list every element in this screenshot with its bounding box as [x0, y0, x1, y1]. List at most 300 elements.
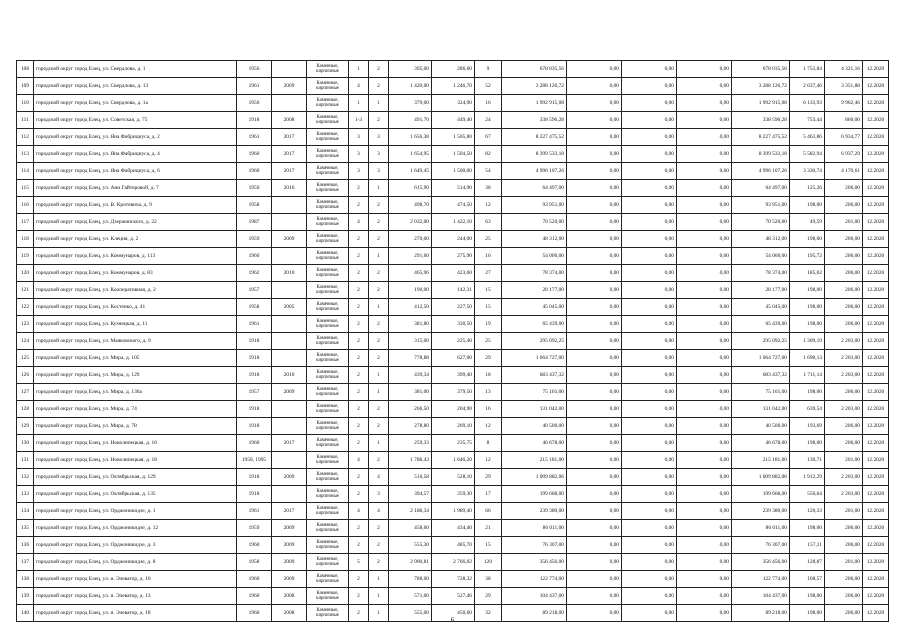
entrances-cell: 2: [369, 333, 389, 350]
fund-cost-cell: 0,00: [567, 469, 622, 486]
address-cell: городской округ город Елец, ул. Орджоникидзе, д. 12: [34, 520, 237, 537]
living-area-cell: 1 989,40: [432, 503, 475, 520]
residents-cell: 66: [475, 503, 502, 520]
fund-cost-cell: 0,00: [567, 435, 622, 452]
completion-date-cell: 12.2020: [863, 333, 889, 350]
owners-cost-cell: 75 101,00: [732, 384, 790, 401]
fund-cost-cell: 0,00: [567, 401, 622, 418]
year-built-cell: 1961: [237, 316, 272, 333]
fund-cost-cell: 0,00: [567, 78, 622, 95]
cost-per-sqm-cell: 198,00: [790, 520, 825, 537]
address-cell: городской округ город Елец, ул. Новолипецкая, д. 18: [34, 452, 237, 469]
residents-cell: 12: [475, 418, 502, 435]
year-renovated-cell: [272, 95, 307, 112]
floors-cell: 4: [349, 503, 369, 520]
fund-cost-cell: 0,00: [567, 299, 622, 316]
completion-date-cell: 12.2020: [863, 78, 889, 95]
fund-cost-cell: 0,00: [567, 146, 622, 163]
wall-material-cell: Каменные, кирпичные: [307, 333, 349, 350]
address-cell: городской округ город Елец, ул. Свердлова, д. 1а: [34, 95, 237, 112]
entrances-cell: 1: [369, 571, 389, 588]
budget-cost-cell: 0,00: [622, 520, 677, 537]
completion-date-cell: 12.2020: [863, 605, 889, 622]
year-built-cell: 1956: [237, 61, 272, 78]
fund-cost-cell: 0,00: [567, 197, 622, 214]
budget-cost-cell: 0,00: [622, 265, 677, 282]
entrances-cell: 2: [369, 231, 389, 248]
budget-cost-cell: 0,00: [622, 435, 677, 452]
total-area-cell: 778,88: [389, 350, 432, 367]
other-cost-cell: 0,00: [677, 435, 732, 452]
total-cost-cell: 295 092,25: [502, 333, 567, 350]
fund-cost-cell: 0,00: [567, 112, 622, 129]
address-cell: городской округ город Елец, ул. Яна Фабрициуса, д. 4: [34, 146, 237, 163]
wall-material-cell: Каменные, кирпичные: [307, 316, 349, 333]
other-cost-cell: 0,00: [677, 605, 732, 622]
year-renovated-cell: [272, 197, 307, 214]
completion-date-cell: 12.2020: [863, 571, 889, 588]
completion-date-cell: 12.2020: [863, 384, 889, 401]
entrances-cell: 3: [369, 486, 389, 503]
budget-cost-cell: 0,00: [622, 537, 677, 554]
owners-cost-cell: 86 011,00: [732, 520, 790, 537]
wall-material-cell: Каменные, кирпичные: [307, 571, 349, 588]
year-built-cell: 1960: [237, 163, 272, 180]
row-number-cell: 129: [17, 418, 34, 435]
residents-cell: 120: [475, 554, 502, 571]
entrances-cell: 2: [369, 520, 389, 537]
year-built-cell: 1918: [237, 112, 272, 129]
max-cost-per-sqm-cell: 6 937,29: [825, 146, 863, 163]
living-area-cell: 227,50: [432, 299, 475, 316]
other-cost-cell: 0,00: [677, 418, 732, 435]
total-area-cell: 1 788,43: [389, 452, 432, 469]
other-cost-cell: 0,00: [677, 95, 732, 112]
year-built-cell: 1961: [237, 129, 272, 146]
entrances-cell: 3: [369, 146, 389, 163]
other-cost-cell: 0,00: [677, 503, 732, 520]
address-cell: городской округ город Елец, ул. Советская, д. 75: [34, 112, 237, 129]
row-number-cell: 114: [17, 163, 34, 180]
budget-cost-cell: 0,00: [622, 282, 677, 299]
residents-cell: 25: [475, 231, 502, 248]
residents-cell: 29: [475, 588, 502, 605]
budget-cost-cell: 0,00: [622, 231, 677, 248]
budget-cost-cell: 0,00: [622, 248, 677, 265]
entrances-cell: 1: [369, 588, 389, 605]
living-area-cell: 1 500,00: [432, 163, 475, 180]
address-cell: городской округ город Елец, ул. и. Элеватор, д. 10: [34, 571, 237, 588]
living-area-cell: 275,90: [432, 248, 475, 265]
living-area-cell: 627,00: [432, 350, 475, 367]
completion-date-cell: 12.2020: [863, 469, 889, 486]
year-built-cell: 1960: [237, 537, 272, 554]
housing-register-table: [16, 60, 889, 622]
total-cost-cell: 4 996 107,26: [502, 163, 567, 180]
total-cost-cell: 239 380,00: [502, 503, 567, 520]
year-built-cell: 1961: [237, 78, 272, 95]
table-row: [17, 146, 889, 163]
floors-cell: 2: [349, 435, 369, 452]
owners-cost-cell: 683 437,32: [732, 367, 790, 384]
residents-cell: 38: [475, 180, 502, 197]
max-cost-per-sqm-cell: 206,00: [825, 384, 863, 401]
living-area-cell: 423,60: [432, 265, 475, 282]
address-cell: городской округ город Елец, ул. и. Элеватор, д. 18: [34, 605, 237, 622]
living-area-cell: 142,31: [432, 282, 475, 299]
budget-cost-cell: 0,00: [622, 503, 677, 520]
residents-cell: 27: [475, 265, 502, 282]
cost-per-sqm-cell: 639,54: [790, 401, 825, 418]
owners-cost-cell: 46 678,00: [732, 435, 790, 452]
residents-cell: 52: [475, 78, 502, 95]
owners-cost-cell: 1 009 882,06: [732, 469, 790, 486]
row-number-cell: 120: [17, 265, 34, 282]
total-area-cell: 412,50: [389, 299, 432, 316]
floors-cell: 2: [349, 248, 369, 265]
other-cost-cell: 0,00: [677, 333, 732, 350]
budget-cost-cell: 0,00: [622, 418, 677, 435]
total-cost-cell: 65 439,00: [502, 316, 567, 333]
cost-per-sqm-cell: 198,00: [790, 299, 825, 316]
total-area-cell: 1 654,95: [389, 146, 432, 163]
max-cost-per-sqm-cell: 206,00: [825, 299, 863, 316]
floors-cell: 2: [349, 605, 369, 622]
max-cost-per-sqm-cell: 2 203,00: [825, 350, 863, 367]
row-number-cell: 139: [17, 588, 34, 605]
total-area-cell: 315,00: [389, 333, 432, 350]
total-area-cell: 395,00: [389, 61, 432, 78]
year-renovated-cell: 2017: [272, 129, 307, 146]
year-renovated-cell: [272, 316, 307, 333]
table-row: [17, 571, 889, 588]
year-built-cell: 1962: [237, 265, 272, 282]
wall-material-cell: Каменные, кирпичные: [307, 282, 349, 299]
row-number-cell: 109: [17, 78, 34, 95]
completion-date-cell: 12.2020: [863, 61, 889, 78]
residents-cell: 12: [475, 452, 502, 469]
year-renovated-cell: 2009: [272, 231, 307, 248]
total-area-cell: 615,90: [389, 180, 432, 197]
total-cost-cell: 122 774,00: [502, 571, 567, 588]
residents-cell: 54: [475, 163, 502, 180]
entrances-cell: 2: [369, 537, 389, 554]
address-cell: городской округ город Елец, ул. Октябрьская, д. 135: [34, 486, 237, 503]
entrances-cell: 4: [369, 503, 389, 520]
year-renovated-cell: 2017: [272, 146, 307, 163]
floors-cell: 2: [349, 367, 369, 384]
year-built-cell: 1950: [237, 180, 272, 197]
max-cost-per-sqm-cell: 2 203,00: [825, 401, 863, 418]
completion-date-cell: 12.2020: [863, 231, 889, 248]
living-area-cell: 485,70: [432, 537, 475, 554]
address-cell: городской округ город Елец, ул. Яна Фабрициуса, д. 6: [34, 163, 237, 180]
max-cost-per-sqm-cell: 206,00: [825, 180, 863, 197]
wall-material-cell: Каменные, кирпичные: [307, 486, 349, 503]
wall-material-cell: Каменные, кирпичные: [307, 418, 349, 435]
living-area-cell: 449,40: [432, 112, 475, 129]
floors-cell: 2: [349, 537, 369, 554]
living-area-cell: 209,10: [432, 418, 475, 435]
year-renovated-cell: [272, 61, 307, 78]
fund-cost-cell: 0,00: [567, 554, 622, 571]
living-area-cell: 2 766,02: [432, 554, 475, 571]
total-cost-cell: 48 312,00: [502, 231, 567, 248]
cost-per-sqm-cell: 198,00: [790, 316, 825, 333]
wall-material-cell: Каменные, кирпичные: [307, 401, 349, 418]
cost-per-sqm-cell: 556,64: [790, 486, 825, 503]
total-cost-cell: 40 500,00: [502, 418, 567, 435]
wall-material-cell: Каменные, кирпичные: [307, 384, 349, 401]
row-number-cell: 108: [17, 61, 34, 78]
year-renovated-cell: 2016: [272, 180, 307, 197]
residents-cell: 32: [475, 605, 502, 622]
wall-material-cell: Каменные, кирпичные: [307, 435, 349, 452]
year-built-cell: 1918: [237, 367, 272, 384]
other-cost-cell: 0,00: [677, 163, 732, 180]
other-cost-cell: 0,00: [677, 452, 732, 469]
other-cost-cell: 0,00: [677, 265, 732, 282]
budget-cost-cell: 0,00: [622, 571, 677, 588]
total-cost-cell: 1 992 915,08: [502, 95, 567, 112]
completion-date-cell: 12.2020: [863, 588, 889, 605]
address-cell: городской округ город Елец, ул. и. Элеватор, д. 13: [34, 588, 237, 605]
living-area-cell: 474,50: [432, 197, 475, 214]
total-area-cell: 2 032,00: [389, 214, 432, 231]
budget-cost-cell: 0,00: [622, 146, 677, 163]
fund-cost-cell: 0,00: [567, 520, 622, 537]
address-cell: городской округ город Елец, ул. В. Кротевича, д. 9: [34, 197, 237, 214]
year-built-cell: 1959: [237, 520, 272, 537]
total-area-cell: 259,33: [389, 435, 432, 452]
year-built-cell: 1987: [237, 214, 272, 231]
budget-cost-cell: 0,00: [622, 401, 677, 418]
fund-cost-cell: 0,00: [567, 588, 622, 605]
other-cost-cell: 0,00: [677, 129, 732, 146]
living-area-cell: 527,46: [432, 588, 475, 605]
max-cost-per-sqm-cell: 206,00: [825, 435, 863, 452]
other-cost-cell: 0,00: [677, 588, 732, 605]
other-cost-cell: 0,00: [677, 112, 732, 129]
other-cost-cell: 0,00: [677, 197, 732, 214]
year-built-cell: 1960: [237, 588, 272, 605]
living-area-cell: 1 422,10: [432, 214, 475, 231]
floors-cell: 2: [349, 333, 369, 350]
row-number-cell: 133: [17, 486, 34, 503]
total-cost-cell: 78 374,00: [502, 265, 567, 282]
other-cost-cell: 0,00: [677, 180, 732, 197]
row-number-cell: 124: [17, 333, 34, 350]
owners-cost-cell: 356 456,00: [732, 554, 790, 571]
cost-per-sqm-cell: 198,00: [790, 605, 825, 622]
other-cost-cell: 0,00: [677, 61, 732, 78]
residents-cell: 9: [475, 61, 502, 78]
year-renovated-cell: 2017: [272, 435, 307, 452]
cost-per-sqm-cell: 1 698,13: [790, 350, 825, 367]
completion-date-cell: 12.2020: [863, 435, 889, 452]
budget-cost-cell: 0,00: [622, 333, 677, 350]
total-area-cell: 270,00: [389, 231, 432, 248]
floors-cell: 2: [349, 401, 369, 418]
residents-cell: 25: [475, 333, 502, 350]
completion-date-cell: 12.2020: [863, 197, 889, 214]
table-row: [17, 435, 889, 452]
budget-cost-cell: 0,00: [622, 469, 677, 486]
year-built-cell: 1918: [237, 486, 272, 503]
floors-cell: 2: [349, 282, 369, 299]
total-cost-cell: 70 520,00: [502, 214, 567, 231]
year-renovated-cell: 2005: [272, 299, 307, 316]
owners-cost-cell: 93 951,00: [732, 197, 790, 214]
table-row: [17, 418, 889, 435]
living-area-cell: 728,32: [432, 571, 475, 588]
max-cost-per-sqm-cell: 4 321,16: [825, 61, 863, 78]
living-area-cell: 204,90: [432, 401, 475, 418]
floors-cell: 3: [349, 146, 369, 163]
table-row: [17, 333, 889, 350]
fund-cost-cell: 0,00: [567, 333, 622, 350]
cost-per-sqm-cell: 198,00: [790, 435, 825, 452]
other-cost-cell: 0,00: [677, 571, 732, 588]
completion-date-cell: 12.2020: [863, 350, 889, 367]
entrances-cell: 2: [369, 418, 389, 435]
cost-per-sqm-cell: 1 753,84: [790, 61, 825, 78]
total-cost-cell: 1 064 727,00: [502, 350, 567, 367]
fund-cost-cell: 0,00: [567, 129, 622, 146]
max-cost-per-sqm-cell: 206,00: [825, 418, 863, 435]
year-built-cell: 1960: [237, 248, 272, 265]
address-cell: городской округ город Елец, ул. Яна Фабрициуса, д. 2: [34, 129, 237, 146]
fund-cost-cell: 0,00: [567, 95, 622, 112]
living-area-cell: 1 505,80: [432, 129, 475, 146]
total-area-cell: 1 656,38: [389, 129, 432, 146]
row-number-cell: 126: [17, 367, 34, 384]
table-row: [17, 588, 889, 605]
total-area-cell: 291,60: [389, 248, 432, 265]
max-cost-per-sqm-cell: 201,00: [825, 554, 863, 571]
owners-cost-cell: 89 218,00: [732, 605, 790, 622]
living-area-cell: 1 646,20: [432, 452, 475, 469]
max-cost-per-sqm-cell: 2 203,00: [825, 333, 863, 350]
other-cost-cell: 0,00: [677, 248, 732, 265]
entrances-cell: 2: [369, 401, 389, 418]
owners-cost-cell: 45 045,00: [732, 299, 790, 316]
row-number-cell: 118: [17, 231, 34, 248]
total-area-cell: 555,30: [389, 537, 432, 554]
row-number-cell: 134: [17, 503, 34, 520]
entrances-cell: 2: [369, 350, 389, 367]
address-cell: городской округ город Елец, ул. Орджоникидзе, д. 1: [34, 503, 237, 520]
budget-cost-cell: 0,00: [622, 350, 677, 367]
year-built-cell: 1960: [237, 435, 272, 452]
total-cost-cell: 54 000,00: [502, 248, 567, 265]
cost-per-sqm-cell: 753,44: [790, 112, 825, 129]
cost-per-sqm-cell: 5 463,86: [790, 129, 825, 146]
owners-cost-cell: 8 399 533,18: [732, 146, 790, 163]
living-area-cell: 330,50: [432, 316, 475, 333]
total-cost-cell: 104 437,00: [502, 588, 567, 605]
entrances-cell: 1: [369, 95, 389, 112]
floors-cell: 4: [349, 452, 369, 469]
living-area-cell: 324,90: [432, 95, 475, 112]
address-cell: городской округ город Елец, ул. Мира, д. 105: [34, 350, 237, 367]
wall-material-cell: Каменные, кирпичные: [307, 78, 349, 95]
floors-cell: 2: [349, 418, 369, 435]
budget-cost-cell: 0,00: [622, 605, 677, 622]
max-cost-per-sqm-cell: 201,00: [825, 214, 863, 231]
row-number-cell: 122: [17, 299, 34, 316]
cost-per-sqm-cell: 3 330,74: [790, 163, 825, 180]
budget-cost-cell: 0,00: [622, 367, 677, 384]
entrances-cell: 2: [369, 78, 389, 95]
completion-date-cell: 12.2020: [863, 282, 889, 299]
cost-per-sqm-cell: 125,26: [790, 180, 825, 197]
page-number: 6: [450, 616, 455, 624]
residents-cell: 18: [475, 367, 502, 384]
total-area-cell: 278,80: [389, 418, 432, 435]
floors-cell: 2: [349, 520, 369, 537]
entrances-cell: 2: [369, 452, 389, 469]
table-row: [17, 197, 889, 214]
floors-cell: 5: [349, 554, 369, 571]
floors-cell: 4: [349, 214, 369, 231]
address-cell: городской округ город Елец, ул. Новолипецкая, д. 16: [34, 435, 237, 452]
total-cost-cell: 45 045,00: [502, 299, 567, 316]
wall-material-cell: Каменные, кирпичные: [307, 129, 349, 146]
row-number-cell: 127: [17, 384, 34, 401]
total-area-cell: 379,00: [389, 95, 432, 112]
total-cost-cell: 46 678,00: [502, 435, 567, 452]
total-cost-cell: 1 009 882,06: [502, 469, 567, 486]
completion-date-cell: 12.2020: [863, 163, 889, 180]
owners-cost-cell: 131 042,00: [732, 401, 790, 418]
table-row: [17, 163, 889, 180]
other-cost-cell: 0,00: [677, 316, 732, 333]
floors-cell: 2: [349, 486, 369, 503]
cost-per-sqm-cell: 1 309,19: [790, 333, 825, 350]
row-number-cell: 132: [17, 469, 34, 486]
residents-cell: 82: [475, 146, 502, 163]
year-built-cell: 1918: [237, 469, 272, 486]
year-renovated-cell: 2010: [272, 367, 307, 384]
row-number-cell: 135: [17, 520, 34, 537]
wall-material-cell: Каменные, кирпичные: [307, 112, 349, 129]
floors-cell: 1: [349, 61, 369, 78]
row-number-cell: 125: [17, 350, 34, 367]
living-area-cell: 225,40: [432, 333, 475, 350]
fund-cost-cell: 0,00: [567, 214, 622, 231]
owners-cost-cell: 122 774,00: [732, 571, 790, 588]
living-area-cell: 450,60: [432, 605, 475, 622]
wall-material-cell: Каменные, кирпичные: [307, 180, 349, 197]
table-row: [17, 469, 889, 486]
table-row: [17, 214, 889, 231]
cost-per-sqm-cell: 6 133,93: [790, 95, 825, 112]
owners-cost-cell: 338 596,28: [732, 112, 790, 129]
entrances-cell: 4: [369, 469, 389, 486]
total-area-cell: 465,96: [389, 265, 432, 282]
residents-cell: 16: [475, 401, 502, 418]
other-cost-cell: 0,00: [677, 520, 732, 537]
wall-material-cell: Каменные, кирпичные: [307, 554, 349, 571]
total-area-cell: 571,00: [389, 588, 432, 605]
budget-cost-cell: 0,00: [622, 486, 677, 503]
table-row: [17, 554, 889, 571]
cost-per-sqm-cell: 198,00: [790, 282, 825, 299]
table-row: [17, 452, 889, 469]
table-row: [17, 61, 889, 78]
fund-cost-cell: 0,00: [567, 384, 622, 401]
